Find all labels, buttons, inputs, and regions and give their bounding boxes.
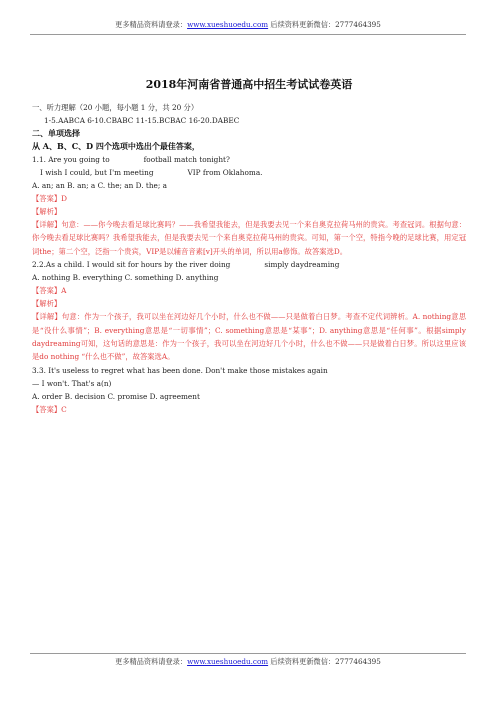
footer-link[interactable]: www.xueshuoedu.com	[187, 657, 269, 666]
q1-reply-part2: VIP from Oklahoma.	[187, 168, 263, 177]
q1-reply	[32, 166, 466, 179]
q3-options: A. order B. decision C. promise D. agreement	[32, 391, 200, 401]
header-prefix: 更多精品资料请登录：	[115, 20, 188, 29]
listening-answers: 1-5.AABCA 6-10.CBABC 11-15.BCBAC 16-20.DABEC	[44, 116, 240, 125]
q1-detail: 【详解】句意：——你今晚去看足球比赛吗？——我希望我能去，但是我要去见一个来自奥克拉荷马州的贵宾。考查冠词。根据句意：你今晚去看足球比赛吗？我希望我能去，但是我要去见一个来自奥克拉荷马州的贵宾。可知，第一个空，特指今晚的足球比赛，用定冠词the；第二个空，泛指一个贵宾，VIP是以辅音音素[v]开头的单词，所以用a修饰。故答案选D。	[32, 220, 466, 256]
document-body	[32, 76, 466, 416]
page-header	[0, 20, 496, 30]
document-title: 2018年河南省普通高中招生考试试卷英语	[145, 78, 353, 91]
q1-reply-part1: I wish I could, but I'm meeting	[40, 168, 154, 177]
q2-analysis-label: 【解析】	[32, 299, 62, 309]
q3-answer: 【答案】C	[32, 404, 67, 414]
footer-prefix: 更多精品资料请登录：	[115, 657, 188, 666]
q2-options: A. nothing B. everything C. something D. anything	[32, 273, 219, 283]
q1-stem	[32, 153, 466, 166]
q3-reply: — I won't. That's a(n)	[32, 378, 112, 388]
q2-detail: 【详解】句意：作为一个孩子，我可以坐在河边好几个小时，什么也不做——只是做着白日梦。考查不定代词辨析。A. nothing意思是“没什么事情”；B. everything意思是“一切事情”；C. something意思是“某事”；D. anything意思是“任何事”。根据simply daydreaming可知，这句话的意思是：作为一个孩子，我可以坐在河边好几个小时，什么也不做——只是做着白日梦。所以这里应该是do nothing “什么也不做”，故答案选A。	[32, 312, 466, 362]
q1-analysis-label: 【解析】	[32, 207, 62, 216]
header-suffix: 后续资料更新微信：2777464395	[268, 20, 381, 29]
q2-stem	[32, 258, 466, 271]
q1-answer: 【答案】D	[32, 194, 68, 203]
section2-heading: 二、单项选择	[32, 128, 80, 138]
section1-heading: 一、听力理解（20 小题，每小题 1 分，共 20 分）	[32, 103, 199, 112]
footer-suffix: 后续资料更新微信：2777464395	[268, 657, 381, 666]
q2-stem-part1: 2.2.As a child. I would sit for hours by the river doing	[32, 260, 231, 270]
q1-stem-part2: football match tonight?	[143, 155, 230, 164]
q1-options: A. an; an B. an; a C. the; an D. the; a	[32, 181, 167, 190]
header-link[interactable]: www.xueshuoedu.com	[187, 20, 269, 29]
q2-answer: 【答案】A	[32, 286, 67, 296]
section2-instruction: 从 A、B、C、D 四个选项中选出个最佳答案，	[32, 141, 200, 151]
q3-stem: 3.3. It's useless to regret what has been done. Don't make those mistakes again	[32, 365, 328, 375]
q1-stem-part1: 1.1. Are you going to	[32, 155, 110, 164]
page-footer	[0, 657, 496, 667]
footer-divider	[30, 653, 466, 654]
header-divider	[30, 34, 466, 35]
q2-stem-part2: simply daydreaming	[264, 260, 340, 270]
